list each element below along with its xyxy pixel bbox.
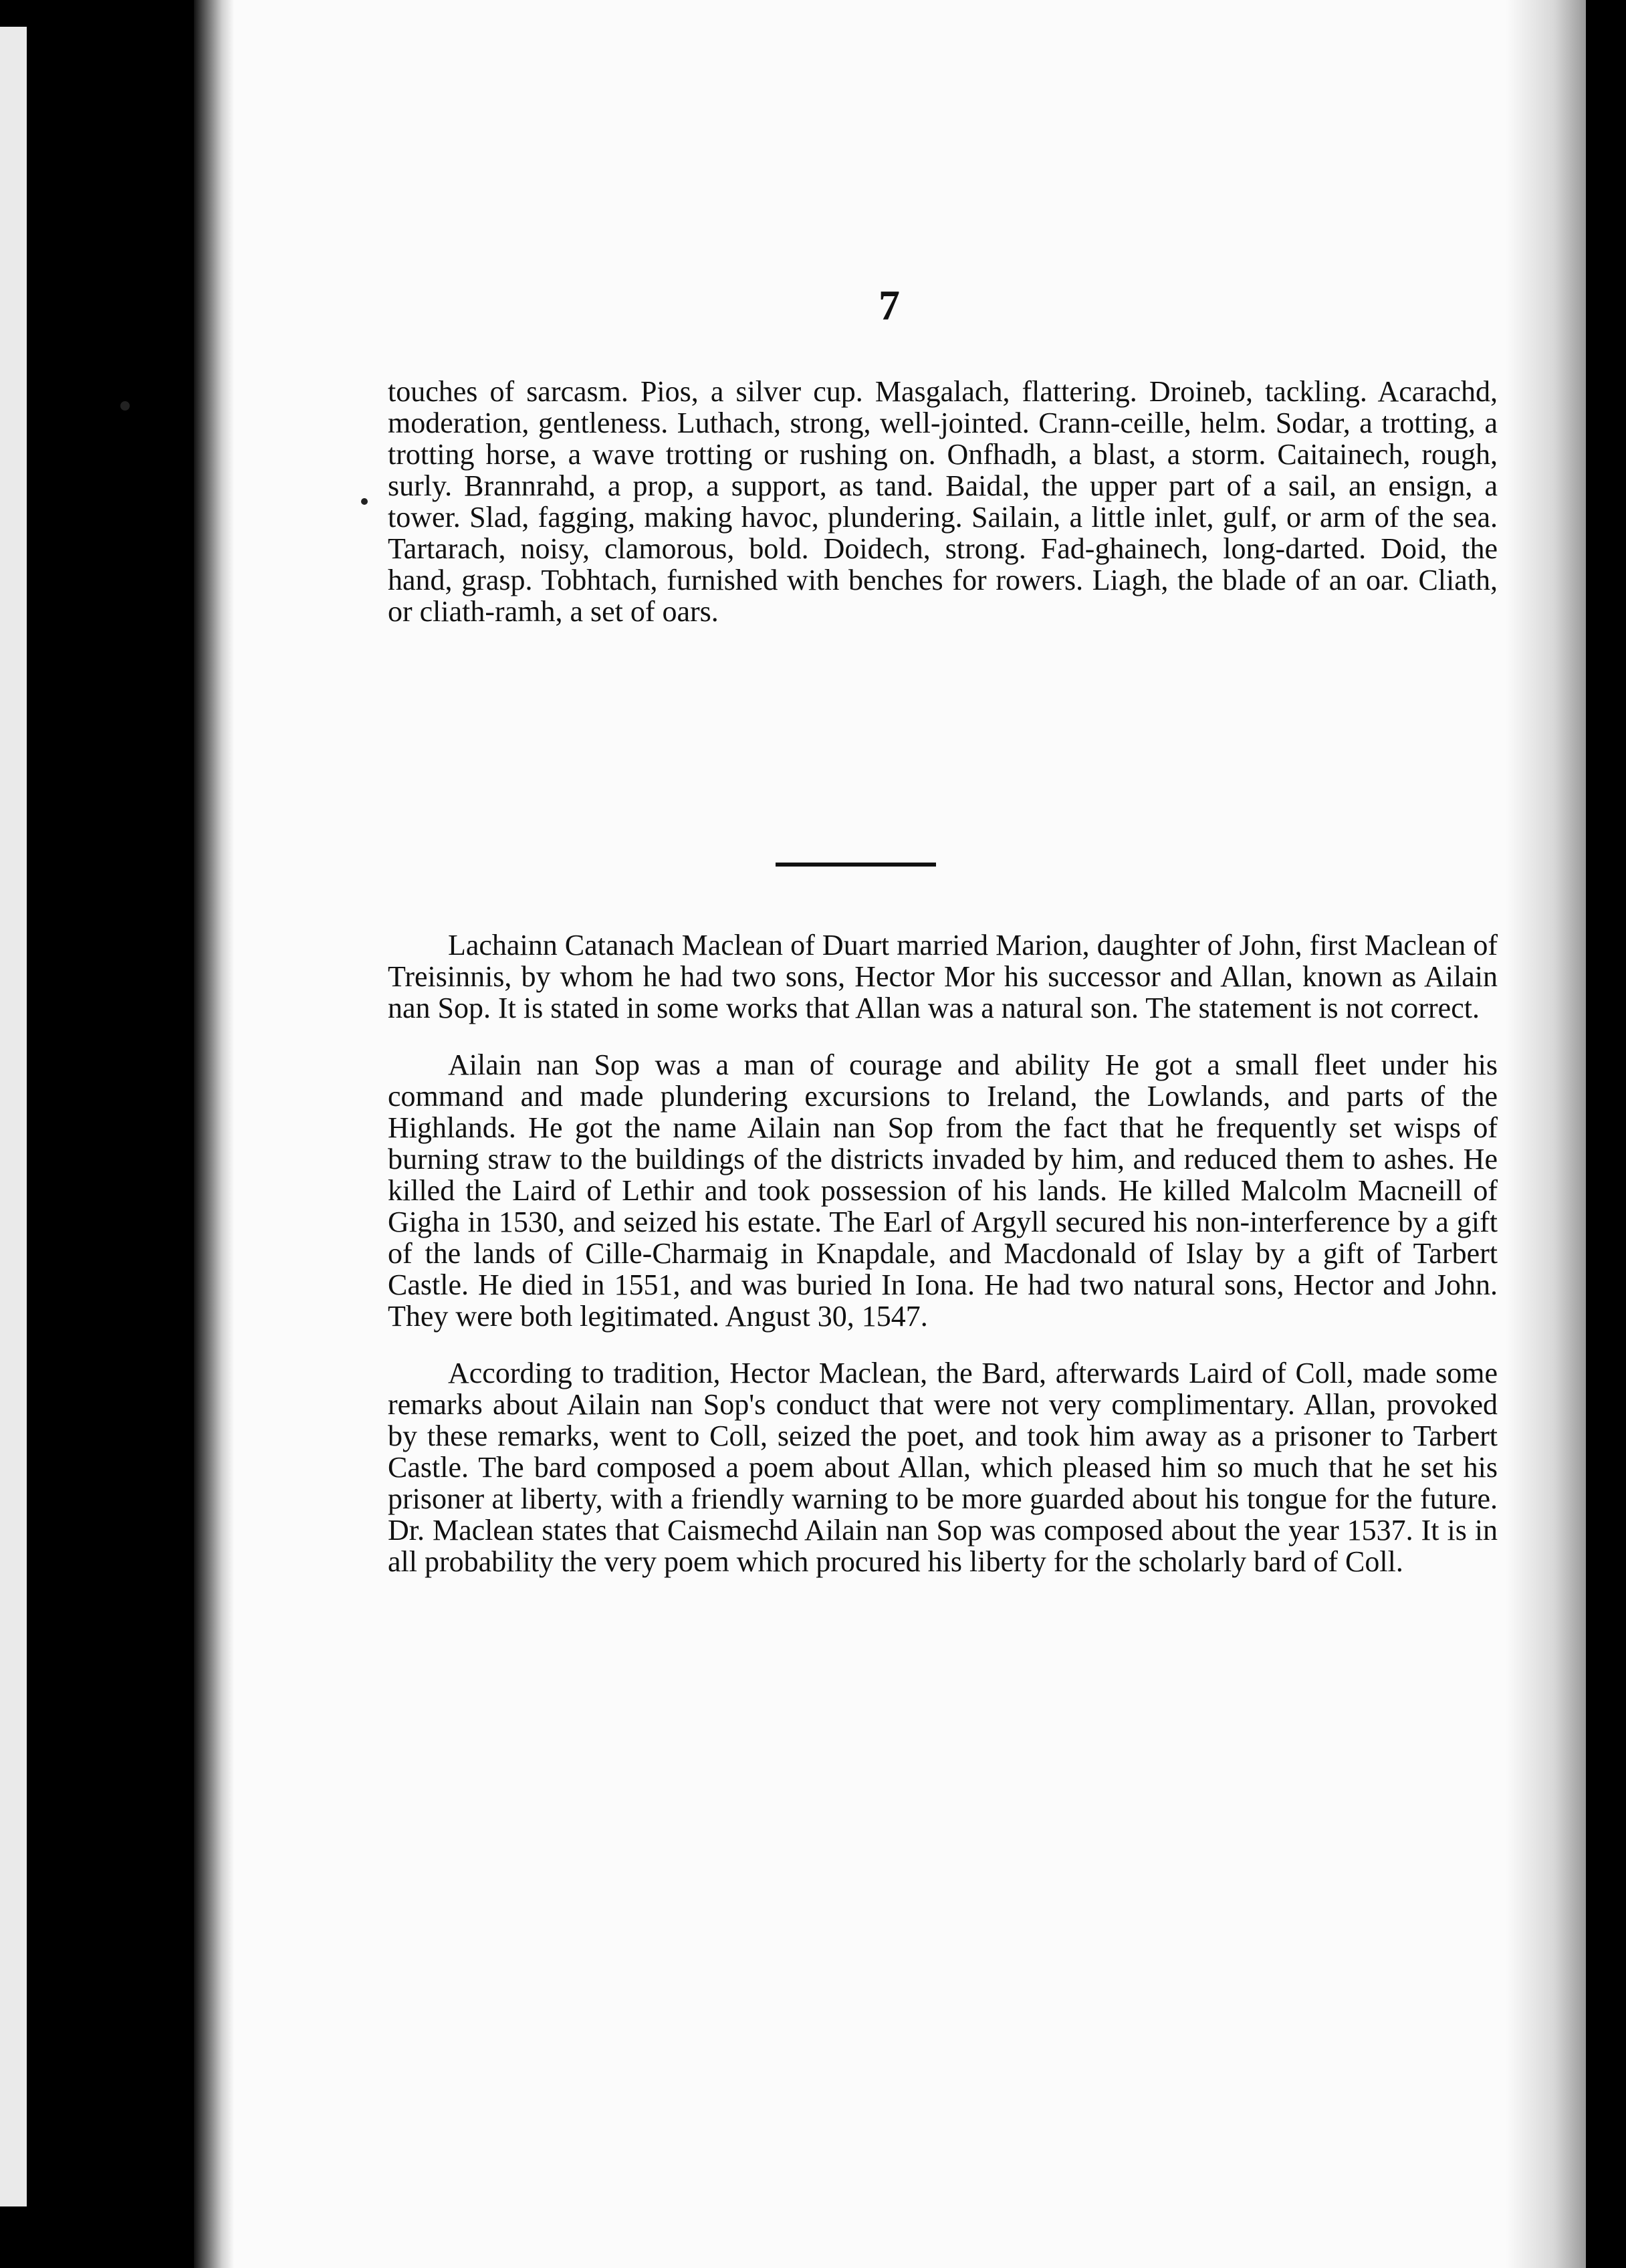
page-edge-shadow: [1506, 0, 1586, 2268]
left-page-edge: [0, 27, 27, 2206]
ink-speck: [120, 401, 130, 411]
main-text: [388, 929, 1498, 1603]
paragraph-1: Lachainn Catanach Maclean of Duart married Marion, daughter of John, first Maclean of Treisinnis, by whom he had two sons, Hector Mor his successor and Allan, known as Ailain nan Sop. It is stated in some works that Allan was a natural son. The statement is not correct.: [388, 929, 1498, 1024]
page-number: 7: [879, 281, 900, 329]
book-page: [194, 0, 1586, 2268]
paragraph-continuation: touches of sarcasm. Pios, a silver cup. Masgalach, flattering. Droineb, tackling. Acarachd, moderation, gentleness. Luthach, strong, well-jointed. Crann-ceille, helm. Sodar, a trotting, a trotting horse, a wave trotting or rushing on. Onfhadh, a blast, a storm. Caitainech, rough, surly. Brannrahd, a prop, a support, as tand. Baidal, the upper part of a sail, an ensign, a tower. Slad, fagging, making havoc, plundering. Sailain, a little inlet, gulf, or arm of the sea. Tartarach, noisy, clamorous, bold. Doidech, strong. Fad-ghainech, long-darted. Doid, the hand, grasp. Tobhtach, furnished with benches for rowers. Liagh, the blade of an oar. Cliath, or cliath-ramh, a set of oars.: [388, 375, 1498, 628]
continuation-text: [388, 376, 1498, 627]
gutter-shadow: [194, 0, 234, 2268]
section-divider: [776, 863, 936, 867]
background-left: [0, 0, 201, 2268]
paragraph-2: Ailain nan Sop was a man of courage and ability He got a small fleet under his command and made plundering excursions to Ireland, the Lowlands, and parts of the Highlands. He got the name Ailain nan Sop from the fact that he frequently set wisps of burning straw to the buildings of the districts invaded by him, and reduced them to ashes. He killed the Laird of Lethir and took possession of his lands. He killed Malcolm Macneill of Gigha in 1530, and seized his estate. The Earl of Argyll secured his non-interference by a gift of the lands of Cille-Charmaig in Knapdale, and Macdonald of Islay by a gift of Tarbert Castle. He died in 1551, and was buried In Iona. He had two natural sons, Hector and John. They were both legitimated. Angust 30, 1547.: [388, 1048, 1498, 1333]
ink-speck: [361, 498, 368, 505]
paragraph-3: According to tradition, Hector Maclean, the Bard, afterwards Laird of Coll, made some remarks about Ailain nan Sop's conduct that were not very complimentary. Allan, provoked by these remarks, went to Coll, seized the poet, and took him away as a prisoner to Tarbert Castle. The bard composed a poem about Allan, which pleased him so much that he set his prisoner at liberty, with a friendly warning to be more guarded about his tongue for the future. Dr. Maclean states that Caismechd Ailain nan Sop was composed about the year 1537. It is in all probability the very poem which procured his liberty for the scholarly bard of Coll.: [388, 1357, 1498, 1578]
